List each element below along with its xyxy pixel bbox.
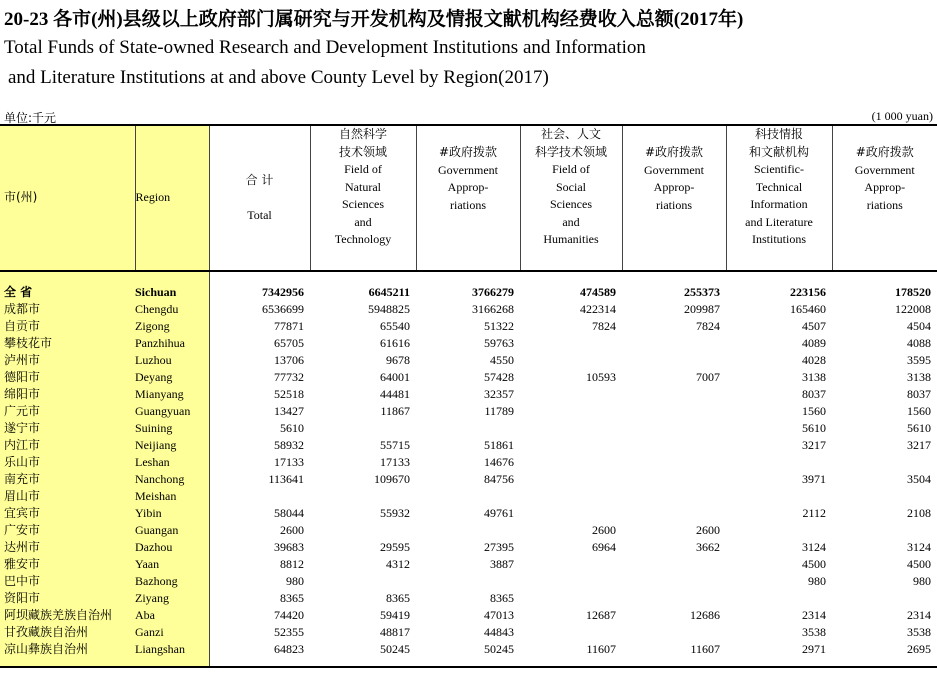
header-gov-cn: #政府拨款 [438, 145, 498, 159]
cell-info [726, 522, 832, 539]
cell-nat: 64001 [380, 370, 410, 384]
header-region-en: Region [135, 125, 209, 271]
cell-soc-gov [622, 488, 726, 505]
cell-nat [310, 573, 416, 590]
region-name-cn: 凉山彝族自治州 [0, 641, 135, 667]
cell-nat: 55715 [380, 438, 410, 452]
region-name-cn: 绵阳市 [0, 386, 135, 403]
cell-soc [520, 352, 622, 369]
cell-info-gov: 5610 [907, 421, 931, 435]
cell-nat [310, 488, 416, 505]
cell-info-gov: 3138 [907, 370, 931, 384]
cell-soc-gov [622, 590, 726, 607]
cell-nat-gov: 84756 [484, 472, 514, 486]
cell-total: 8365 [280, 591, 304, 605]
cell-soc-gov: 12686 [690, 608, 720, 622]
header-line: Government [854, 162, 915, 177]
cell-info-gov: 1560 [907, 404, 931, 418]
header-line: Field of [552, 162, 590, 176]
cell-info: 2314 [802, 608, 826, 622]
cell-soc-gov: 7007 [696, 370, 720, 384]
header-social-cn2: 科学技术领域 [534, 144, 607, 159]
region-name-en: Nanchong [135, 471, 209, 488]
table-row [0, 590, 937, 607]
table-row [0, 607, 937, 624]
cell-soc: 7824 [592, 319, 616, 333]
cell-soc [520, 505, 622, 522]
cell-soc-gov: 2600 [696, 523, 720, 537]
cell-soc: 2600 [592, 523, 616, 537]
table-row [0, 505, 937, 522]
cell-soc: 12687 [586, 608, 616, 622]
region-name-en: Ziyang [135, 590, 209, 607]
cell-soc: 10593 [586, 370, 616, 384]
cell-nat: 29595 [380, 540, 410, 554]
header-natsci-cn1: 自然科学 [338, 127, 387, 141]
table-row [0, 488, 937, 505]
cell-soc-gov: 7824 [696, 319, 720, 333]
cell-soc-gov [622, 403, 726, 420]
cell-total: 58044 [274, 506, 304, 520]
table-row [0, 301, 937, 318]
region-name-cn: 德阳市 [0, 369, 135, 386]
cell-soc-gov [622, 352, 726, 369]
region-name-en: Guangyuan [135, 403, 209, 420]
header-line: and [562, 214, 580, 229]
cell-info: 8037 [802, 387, 826, 401]
region-name-en: Luzhou [135, 352, 209, 369]
cell-info-gov: 2695 [832, 641, 937, 667]
cell-total: 64823 [209, 641, 310, 667]
table-row [0, 403, 937, 420]
table-row [0, 318, 937, 335]
header-line: Technical [755, 179, 803, 194]
cell-info-gov: 3217 [907, 438, 931, 452]
cell-nat: 55932 [380, 506, 410, 520]
cell-total: 113641 [268, 472, 304, 486]
cell-info: 3124 [802, 540, 826, 554]
table-row [0, 573, 937, 590]
cell-info: 5610 [802, 421, 826, 435]
table-row [0, 624, 937, 641]
cell-total: 39683 [274, 540, 304, 554]
cell-nat: 50245 [310, 641, 416, 667]
cell-soc-gov [622, 335, 726, 352]
cell-nat-gov: 14676 [484, 455, 514, 469]
cell-info-gov: 122008 [895, 302, 931, 316]
cell-info-gov: 8037 [907, 387, 931, 401]
cell-nat-gov [416, 488, 520, 505]
cell-info [726, 454, 832, 471]
cell-soc-gov [622, 386, 726, 403]
spacer-cell [209, 271, 937, 284]
table-row [0, 386, 937, 403]
cell-total: 8812 [280, 557, 304, 571]
header-line: riations [866, 197, 903, 212]
cell-nat: 4312 [386, 557, 410, 571]
cell-soc-gov: 255373 [684, 285, 720, 299]
cell-soc [520, 471, 622, 488]
cell-soc [520, 573, 622, 590]
cell-nat: 48817 [380, 625, 410, 639]
header-line: Information [750, 197, 808, 211]
cell-info-gov [832, 590, 937, 607]
cell-soc: 474589 [580, 285, 616, 299]
cell-info [726, 590, 832, 607]
header-line: and Literature [745, 214, 813, 229]
header-line: Technology [334, 232, 392, 246]
table-row [0, 420, 937, 437]
cell-total: 52518 [274, 387, 304, 401]
cell-total: 5610 [280, 421, 304, 435]
region-name-cn: 阿坝藏族羌族自治州 [0, 607, 135, 624]
header-line: Field of [344, 162, 382, 176]
cell-soc-gov [622, 624, 726, 641]
cell-info-gov: 3124 [907, 540, 931, 554]
region-name-en: Zigong [135, 318, 209, 335]
cell-soc [520, 437, 622, 454]
region-name-en: Yaan [135, 556, 209, 573]
cell-soc-gov [622, 505, 726, 522]
cell-total: 980 [286, 574, 304, 588]
cell-soc-gov: 3662 [696, 540, 720, 554]
cell-info: 3971 [802, 472, 826, 486]
cell-soc: 6964 [592, 540, 616, 554]
table-row [0, 641, 937, 667]
cell-nat-gov: 3766279 [472, 285, 514, 299]
cell-nat: 44481 [380, 387, 410, 401]
cell-info-gov: 3595 [907, 353, 931, 367]
table-row-total [0, 284, 937, 301]
cell-nat: 61616 [380, 336, 410, 350]
cell-total: 77732 [274, 370, 304, 384]
cell-info: 3538 [802, 625, 826, 639]
cell-info-gov: 2314 [907, 608, 931, 622]
header-social-gov [622, 125, 726, 271]
cell-nat-gov: 3166268 [472, 302, 514, 316]
cell-info-gov: 4504 [907, 319, 931, 333]
header-line: Institutions [751, 232, 806, 246]
cell-info: 223156 [790, 285, 826, 299]
region-name-cn: 内江市 [0, 437, 135, 454]
cell-soc: 422314 [580, 302, 616, 316]
cell-total: 74420 [274, 608, 304, 622]
header-natsci-cn2: 技术领域 [338, 144, 387, 159]
cell-soc-gov [622, 437, 726, 454]
cell-info-gov: 4500 [907, 557, 931, 571]
cell-soc [520, 386, 622, 403]
header-line: Sciences [550, 197, 592, 211]
region-name-cn: 甘孜藏族自治州 [0, 624, 135, 641]
header-line: Approp- [447, 180, 489, 194]
cell-info-gov: 3538 [907, 625, 931, 639]
cell-nat-gov [416, 420, 520, 437]
header-line: riations [656, 197, 692, 212]
cell-info: 1560 [802, 404, 826, 418]
cell-total: 13427 [274, 404, 304, 418]
cell-nat-gov: 49761 [484, 506, 514, 520]
region-name-cn: 巴中市 [0, 573, 135, 590]
region-name-cn: 泸州市 [0, 352, 135, 369]
header-natsci [310, 125, 416, 271]
cell-soc-gov [622, 454, 726, 471]
cell-total: 58932 [274, 438, 304, 452]
cell-soc-gov [622, 420, 726, 437]
cell-info: 2112 [802, 506, 826, 520]
region-name-cn: 全 省 [0, 284, 135, 301]
cell-nat-gov: 44843 [484, 625, 514, 639]
header-gov-cn: #政府拨款 [855, 145, 914, 159]
cell-nat: 65540 [380, 319, 410, 333]
unit-label-cn: 单位:千元 [4, 111, 57, 125]
cell-info [726, 488, 832, 505]
cell-nat-gov: 57428 [484, 370, 514, 384]
table-row [0, 539, 937, 556]
header-line: Scientific- [754, 162, 804, 176]
cell-info: 4507 [802, 319, 826, 333]
header-line: riations [450, 197, 486, 212]
cell-soc: 11607 [520, 641, 622, 667]
region-name-en: Sichuan [135, 284, 209, 301]
region-name-en: Suining [135, 420, 209, 437]
cell-soc [520, 556, 622, 573]
cell-nat: 109670 [374, 472, 410, 486]
region-name-en: Guangan [135, 522, 209, 539]
region-name-cn: 乐山市 [0, 454, 135, 471]
header-line: Social [556, 179, 586, 194]
cell-nat-gov [416, 522, 520, 539]
cell-soc-gov [622, 573, 726, 590]
cell-nat: 5948825 [368, 302, 410, 316]
cell-soc [520, 420, 622, 437]
header-social-cn1: 社会、人文 [540, 127, 601, 141]
region-name-en: Mianyang [135, 386, 209, 403]
cell-nat-gov: 51861 [484, 438, 514, 452]
cell-soc [520, 403, 622, 420]
cell-nat: 6645211 [368, 285, 410, 299]
region-name-cn: 广元市 [0, 403, 135, 420]
cell-info-gov: 980 [913, 574, 931, 588]
region-name-cn: 成都市 [0, 301, 135, 318]
cell-nat-gov: 50245 [416, 641, 520, 667]
region-name-cn: 广安市 [0, 522, 135, 539]
region-name-cn: 自贡市 [0, 318, 135, 335]
cell-total [209, 488, 310, 505]
header-total [209, 125, 310, 271]
header-natsci-en [311, 161, 416, 249]
cell-info: 4028 [802, 353, 826, 367]
header-info-cn2: 和文献机构 [748, 144, 809, 159]
cell-total: 2600 [280, 523, 304, 537]
region-name-en: Meishan [135, 488, 209, 505]
region-name-en: Neijiang [135, 437, 209, 454]
cell-total: 13706 [274, 353, 304, 367]
cell-total: 65705 [274, 336, 304, 350]
cell-nat: 11867 [380, 404, 410, 418]
header-line: Government [644, 162, 704, 177]
cell-info-gov [832, 488, 937, 505]
region-name-en: Dazhou [135, 539, 209, 556]
spacer-cell [0, 271, 209, 284]
page-title-cn: 20-23 各市(州)县级以上政府部门属研究与开发机构及情报文献机构经费收入总额(2017年) [4, 9, 744, 30]
header-info-gov [832, 125, 937, 271]
table-row [0, 471, 937, 488]
table-row [0, 335, 937, 352]
header-line: Approp- [864, 180, 906, 194]
cell-info: 4089 [802, 336, 826, 350]
table-row [0, 454, 937, 471]
cell-total: 6536699 [262, 302, 304, 316]
cell-info: 2971 [726, 641, 832, 667]
table-row [0, 369, 937, 386]
cell-nat: 9678 [386, 353, 410, 367]
cell-nat-gov: 59763 [484, 336, 514, 350]
header-row [0, 125, 937, 271]
table-row [0, 437, 937, 454]
cell-nat-gov [416, 573, 520, 590]
header-line: and [354, 214, 372, 229]
cell-nat-gov: 4550 [490, 353, 514, 367]
header-info [726, 125, 832, 271]
cell-nat-gov: 3887 [490, 557, 514, 571]
cell-soc-gov [622, 556, 726, 573]
spacer-row [0, 271, 937, 284]
cell-info-gov [832, 522, 937, 539]
cell-info: 980 [808, 574, 826, 588]
cell-nat-gov: 51322 [484, 319, 514, 333]
cell-info-gov: 3504 [907, 472, 931, 486]
cell-soc [520, 335, 622, 352]
cell-soc [520, 624, 622, 641]
table-body [0, 271, 937, 667]
cell-soc [520, 454, 622, 471]
cell-info-gov [832, 454, 937, 471]
unit-label-en: (1 000 yuan) [871, 109, 933, 123]
header-total-cn: 合 计 [245, 173, 274, 187]
cell-total: 17133 [274, 455, 304, 469]
cell-soc-gov: 209987 [684, 302, 720, 316]
table-row [0, 522, 937, 539]
header-line: Sciences [342, 197, 384, 211]
header-line: Approp- [653, 180, 695, 194]
region-name-en: Chengdu [135, 301, 209, 318]
header-line: Humanities [543, 232, 599, 246]
cell-total: 7342956 [262, 285, 304, 299]
header-gov-cn: #政府拨款 [644, 145, 704, 159]
cell-total: 77871 [274, 319, 304, 333]
region-name-en: Deyang [135, 369, 209, 386]
cell-info-gov: 2108 [907, 506, 931, 520]
region-name-cn: 雅安市 [0, 556, 135, 573]
region-name-en: Panzhihua [135, 335, 209, 352]
header-region-cn: 市(州) [0, 125, 135, 271]
region-name-en: Ganzi [135, 624, 209, 641]
region-name-cn: 资阳市 [0, 590, 135, 607]
cell-soc-gov: 11607 [622, 641, 726, 667]
region-name-cn: 攀枝花市 [0, 335, 135, 352]
header-line: Government [438, 162, 498, 177]
cell-soc [520, 488, 622, 505]
cell-nat-gov: 27395 [484, 540, 514, 554]
region-name-en: Leshan [135, 454, 209, 471]
region-name-cn: 南充市 [0, 471, 135, 488]
region-name-en: Liangshan [135, 641, 209, 667]
cell-total: 52355 [274, 625, 304, 639]
cell-nat [310, 522, 416, 539]
table-row [0, 556, 937, 573]
header-line: Natural [345, 179, 381, 194]
page-title-en-line2: and Literature Institutions at and above County Level by Region(2017) [8, 67, 549, 88]
cell-nat: 17133 [380, 455, 410, 469]
header-natsci-gov [416, 125, 520, 271]
region-name-en: Bazhong [135, 573, 209, 590]
cell-info-gov: 4088 [907, 336, 931, 350]
table-row [0, 352, 937, 369]
cell-nat: 59419 [380, 608, 410, 622]
page-title-en-line1: Total Funds of State-owned Research and Development Institutions and Information [4, 37, 646, 58]
cell-info: 4500 [802, 557, 826, 571]
funds-table [0, 124, 937, 668]
cell-nat: 8365 [386, 591, 410, 605]
cell-nat [310, 420, 416, 437]
region-name-en: Aba [135, 607, 209, 624]
header-info-cn1: 科技情报 [754, 127, 803, 141]
cell-nat-gov: 47013 [484, 608, 514, 622]
cell-soc [520, 590, 622, 607]
header-total-en: Total [247, 207, 272, 222]
header-social [520, 125, 622, 271]
cell-info-gov: 178520 [895, 285, 931, 299]
cell-soc-gov [622, 471, 726, 488]
cell-nat-gov: 32357 [484, 387, 514, 401]
cell-nat-gov: 8365 [490, 591, 514, 605]
region-name-cn: 达州市 [0, 539, 135, 556]
region-name-cn: 宜宾市 [0, 505, 135, 522]
cell-nat-gov: 11789 [484, 404, 514, 418]
cell-info: 165460 [790, 302, 826, 316]
region-name-cn: 遂宁市 [0, 420, 135, 437]
cell-info: 3217 [802, 438, 826, 452]
region-name-en: Yibin [135, 505, 209, 522]
cell-info: 3138 [802, 370, 826, 384]
region-name-cn: 眉山市 [0, 488, 135, 505]
